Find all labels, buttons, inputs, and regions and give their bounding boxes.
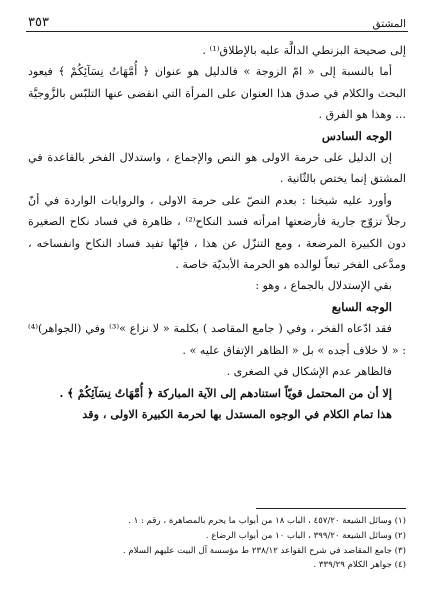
- section-heading-seventh: الوجه السابع: [331, 299, 392, 314]
- main-text: [28, 40, 406, 425]
- paragraph-consensus-remaining: بقي الإستدلال بالجماع ، وهو :: [255, 279, 392, 293]
- running-title: المشتق: [372, 18, 406, 30]
- page-header: [28, 8, 406, 30]
- header-divider: [26, 31, 408, 32]
- paragraph-evidence: إن الدليل على حرمة الاولى هو النص والإجماع ، واستدلال الفخر بالقاعدة في المشتق إنما يختص بالثّانية .: [28, 151, 406, 186]
- section-heading-sixth: الوجه السادس: [321, 128, 392, 143]
- footnotes: [40, 514, 406, 573]
- footnote-3: (٣) جامع المقاصد في شرح القواعد ٢٣٨/١٢ ط مؤسسة آل البيت عليهم السلام .: [122, 545, 406, 556]
- footnote-1: (١) وسائل الشيعة ٤٥٧/٢٠ ، الباب ١٨ من أبواب ما يحرم بالمصاهرة ، رقم : ١ .: [128, 516, 406, 526]
- paragraph-objection: وأورد عليه شيخنا : بعدم النصّ على حرمة الاولى ، والروايات الواردة في أنّ رجلاً تزوّج جارية فأرضعتها امرأته فسد النكاح⁽²⁾ ، ظاهرة في فساد نكاح الصغيرة دون الكبيرة المرضعة ، ومع التنزّل عن هذا ، فإنّها تفيد فساد النكاح وانفساخه ، ومدَّعى الفخر تبعاً لوالده هو الحرمة الأبديّة خاصة .: [28, 193, 406, 272]
- paragraph-fakhr-claim: فقد ادّعاه الفخر ، وفي ( جامع المقاصد ) بكلمة « لا نزاع »⁽³⁾ وفي (الجواهر)⁽⁴⁾ : « لا خلاف أجده » بل « الظاهر الإتفاق عليه » .: [28, 322, 406, 357]
- paragraph-conclusion: هذا تمام الكلام في الوجوه المستدل بها لحرمة الكبيرة الاولى ، وقد: [82, 406, 392, 421]
- page-number: ٣٥٣: [28, 15, 49, 30]
- footnote-2: (٢) وسائل الشيعة ٣٩٩/٢٠ ، الباب ١٠ من أبواب الرضاع .: [205, 530, 406, 541]
- footnote-4: (٤) جواهر الكلام ٣٣٩/٢٩ .: [313, 560, 406, 571]
- paragraph-verse-reliance: إلا أن من المحتمل قويّاً استنادهم إلى الآية المباركة ﴿ أُمَّهَاتُ نِسَآئِكُمْ ﴾ .: [59, 385, 392, 400]
- paragraph-mother-in-law: أما بالنسبة إلى « امّ الزوجة » فالدليل هو عنوان ﴿ أُمَّهَاتُ نِسَآئِكُمْ ﴾ فيعود البحث والكلام في صدق هذا العنوان على المرأة التي انقضى عنها التلبّس بالزَّوجيَّة ... وهذا هو الفرق .: [28, 65, 406, 122]
- paragraph-continuation: إلى صحيحة البزنطي الدالَّة عليه بالإطلاق⁽¹⁾ .: [202, 44, 406, 57]
- paragraph-minor-premise: فالظاهر عدم الإشكال في الصغرى .: [226, 365, 392, 379]
- footnote-divider: [256, 508, 406, 509]
